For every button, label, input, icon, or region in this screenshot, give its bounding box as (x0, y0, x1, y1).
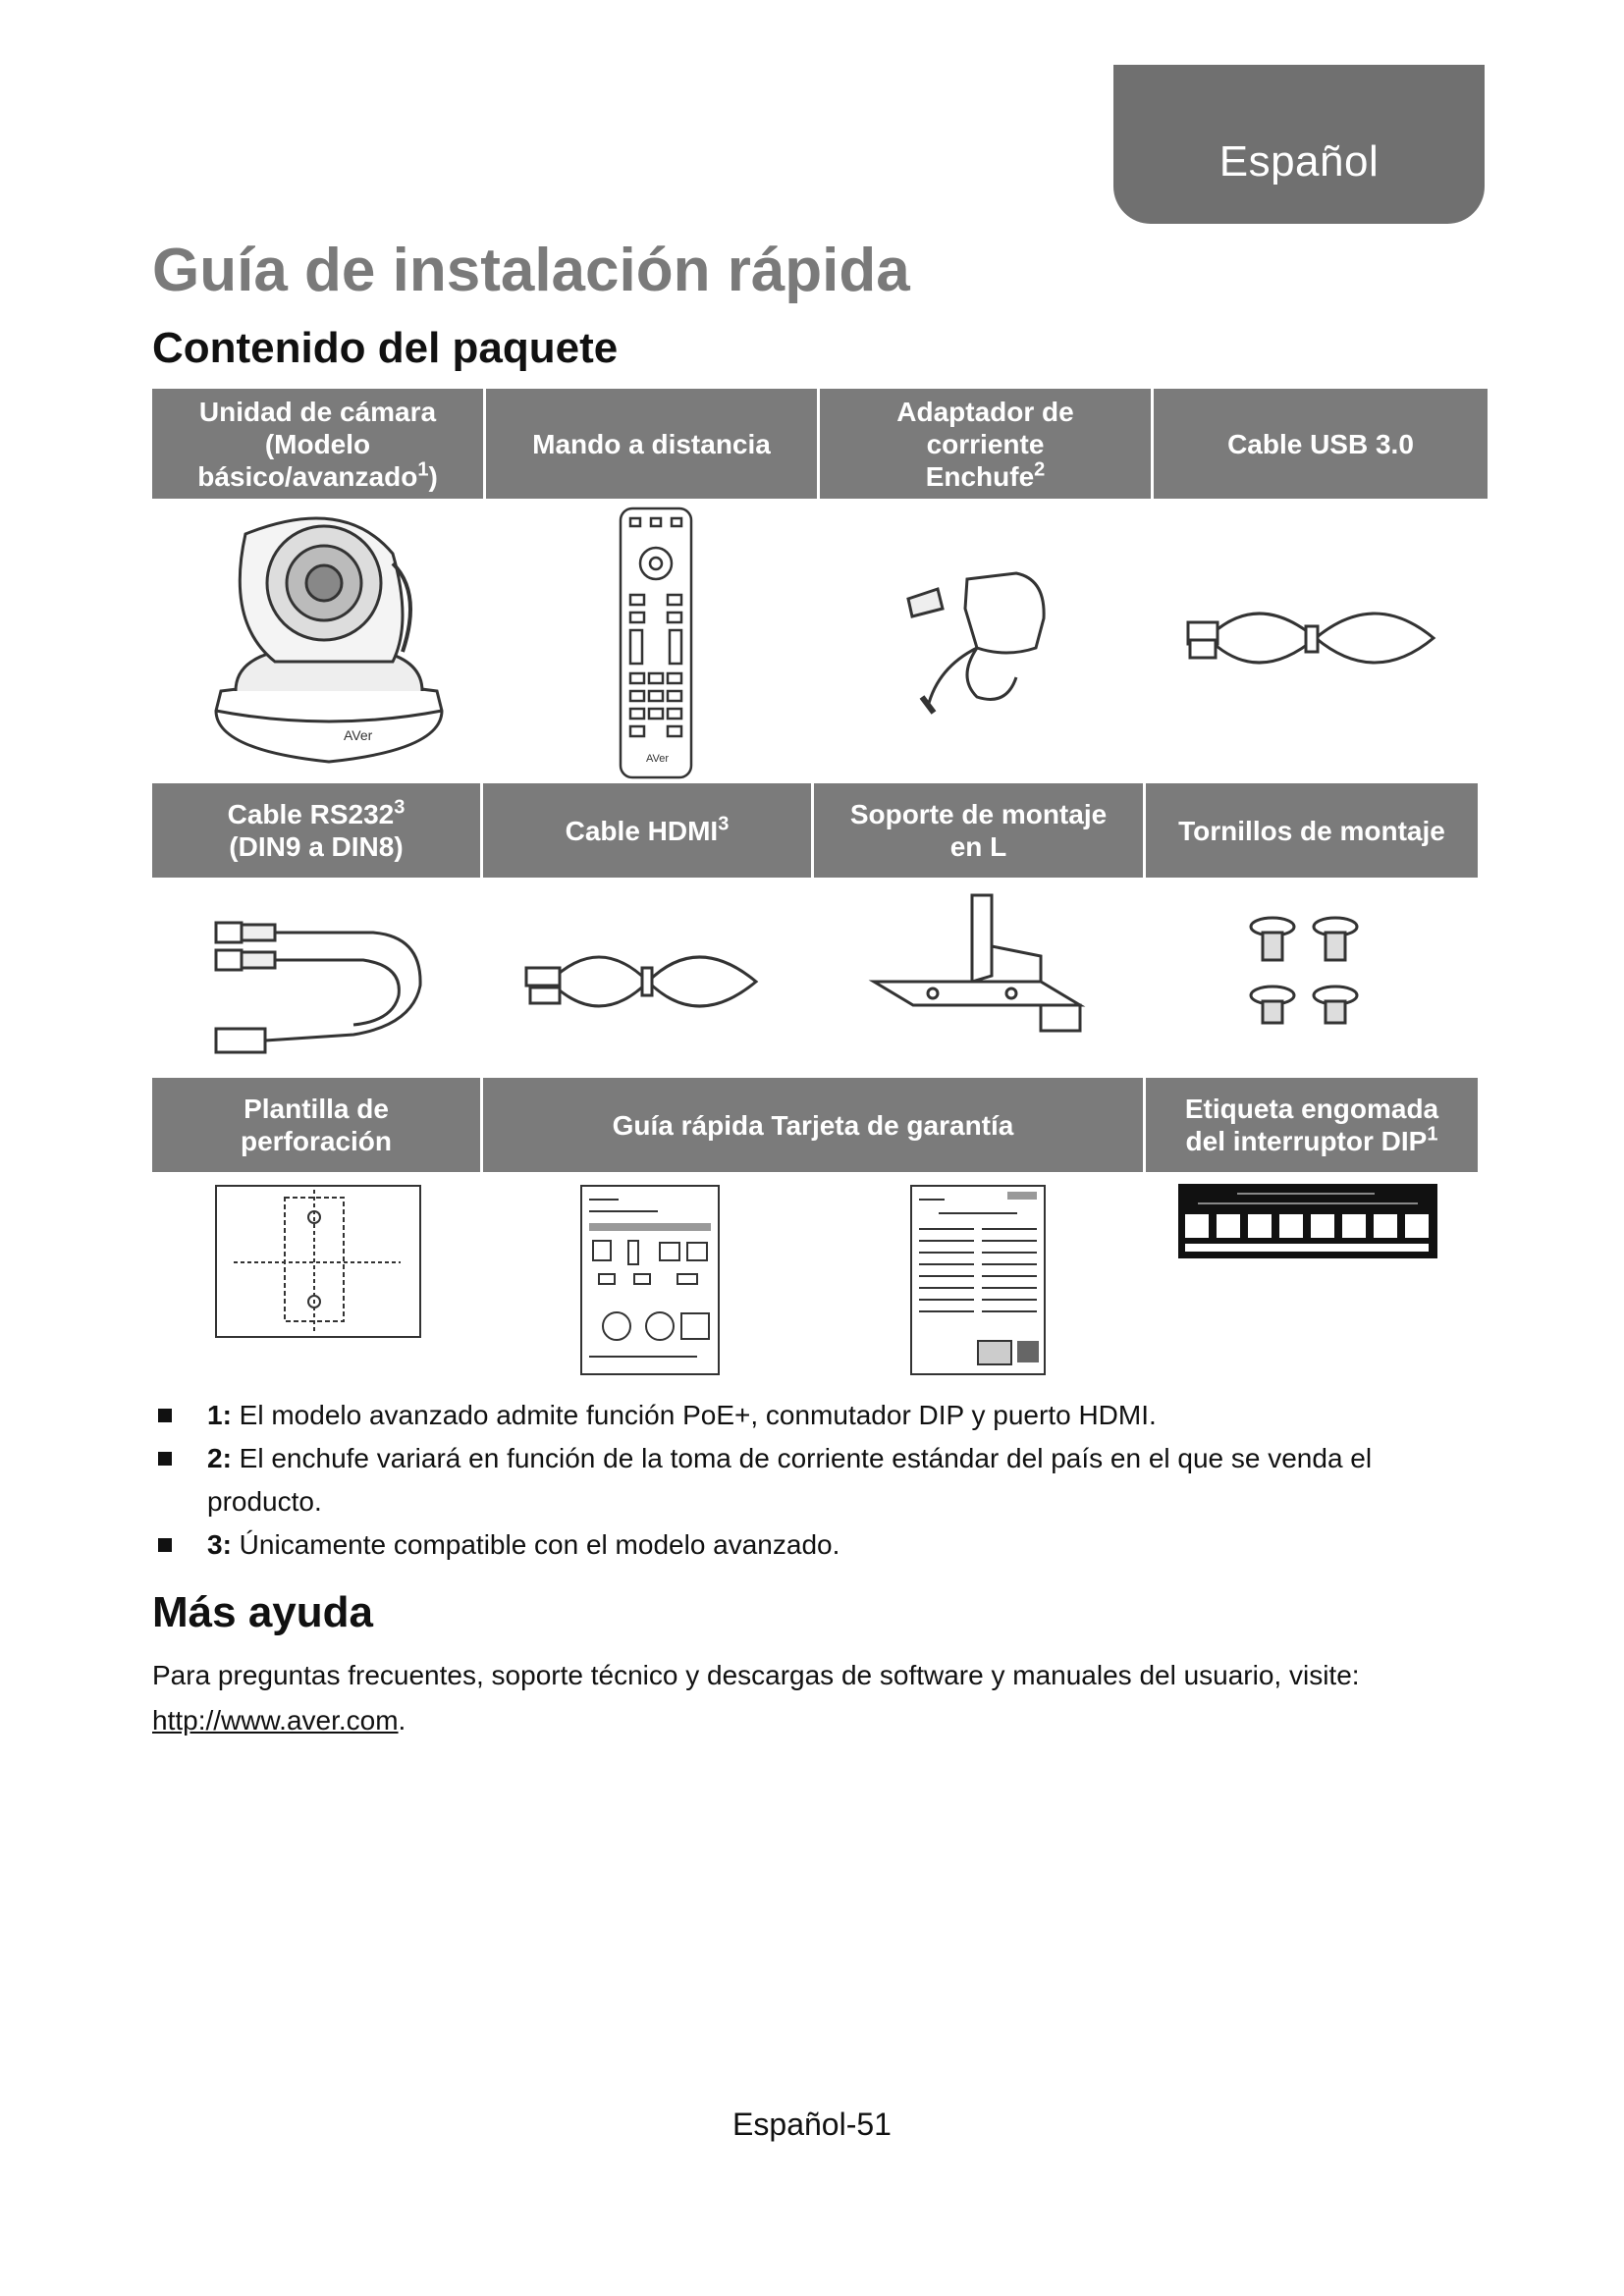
header-power-adapter (820, 389, 1154, 499)
aver-website-link[interactable]: http://www.aver.com (152, 1705, 399, 1735)
bullet-icon (158, 1452, 172, 1466)
header-l-bracket (814, 783, 1146, 878)
l-bracket-icon (864, 887, 1100, 1035)
language-tab-label: Español (1218, 137, 1380, 186)
package-row-3-header (152, 1078, 1478, 1172)
help-text: Para preguntas frecuentes, soporte técnico y descargas de software y manuales del usuario, visite: (152, 1660, 1360, 1690)
header-line: Tornillos de montaje (1178, 815, 1445, 846)
power-adapter-icon (898, 560, 1056, 717)
svg-text:AVer: AVer (646, 753, 670, 765)
drill-template-icon (214, 1184, 422, 1339)
header-line: Unidad de cámara (198, 396, 437, 427)
footnote-ref: 3 (718, 813, 730, 835)
screws-icon (1245, 913, 1363, 1041)
language-tab (1113, 65, 1485, 224)
footnote-ref: 1 (417, 458, 429, 481)
footnote-label: 3: (207, 1529, 232, 1560)
usb-cable-icon (1178, 579, 1453, 697)
header-line: del interruptor DIP$^1$ (1185, 1123, 1438, 1156)
header-line: Plantilla de (244, 1094, 389, 1124)
header-line: Cable $RS232^3$ (227, 796, 406, 829)
footnote-text: Únicamente compatible con el modelo avanzado. (231, 1529, 840, 1560)
header-line: básico/avanzado$^1$) (197, 458, 438, 492)
rs232-cable-icon (206, 907, 442, 1054)
bullet-icon (158, 1538, 172, 1552)
header-line: Guía rápida Tarjeta de garantía (612, 1109, 1014, 1141)
footnote-label: 2: (207, 1443, 232, 1473)
header-remote (486, 389, 820, 499)
footnotes (152, 1394, 1468, 1567)
footnote-text: El modelo avanzado admite función PoE+, conmutador DIP y puerto HDMI. (231, 1400, 1157, 1430)
footnote-label: 1: (207, 1400, 232, 1430)
warranty-card-icon (909, 1184, 1047, 1376)
header-line: (DIN9 a DIN8) (229, 831, 404, 862)
header-line: Etiqueta engomada (1184, 1094, 1439, 1124)
footnote-ref: 3 (394, 796, 406, 819)
package-row-2-header (152, 783, 1478, 878)
dip-sticker-icon (1178, 1184, 1437, 1258)
camera-icon (196, 505, 461, 781)
footnote-1 (152, 1394, 1468, 1437)
hdmi-cable-icon (520, 933, 776, 1031)
header-rs232-cable (152, 783, 483, 878)
header-usb-cable (1154, 389, 1488, 499)
footnote-3 (152, 1523, 1468, 1567)
page-title: Guía de instalación rápida (152, 237, 910, 304)
help-period: . (398, 1705, 406, 1735)
footnote-ref: 1 (1427, 1123, 1438, 1146)
header-screws (1146, 783, 1478, 878)
header-line: perforación (240, 1126, 393, 1156)
header-line: en L (949, 831, 1007, 862)
header-line: Enchufe$^2$ (925, 458, 1046, 492)
header-line: Cable USB 3.0 (1227, 428, 1414, 459)
bullet-icon (158, 1409, 172, 1422)
help-paragraph (152, 1653, 1488, 1743)
footnote-text: El enchufe variará en función de la toma de corriente estándar del país en el que se venda el producto. (207, 1443, 1373, 1517)
header-line: Adaptador de (896, 396, 1074, 427)
header-quick-guide-warranty (483, 1078, 1146, 1172)
section-heading-help: Más ayuda (152, 1588, 373, 1636)
footnote-ref: 2 (1034, 458, 1046, 481)
header-dip-sticker (1146, 1078, 1478, 1172)
header-camera-unit (152, 389, 486, 499)
page-number: Español-51 (732, 2107, 892, 2142)
section-heading-package: Contenido del paquete (152, 324, 619, 372)
svg-text:AVer: AVer (344, 727, 373, 743)
remote-control-icon (617, 505, 695, 781)
package-row-1-header (152, 389, 1488, 499)
header-line: corriente (926, 428, 1045, 459)
header-drill-template (152, 1078, 483, 1172)
header-line: (Modelo (264, 428, 371, 459)
header-line: Mando a distancia (532, 428, 771, 459)
header-hdmi-cable (483, 783, 814, 878)
header-line: Cable HDMI$^3$ (565, 813, 730, 846)
header-line: Soporte de montaje (849, 799, 1108, 829)
quick-guide-icon (579, 1184, 721, 1376)
footnote-2 (152, 1437, 1468, 1523)
